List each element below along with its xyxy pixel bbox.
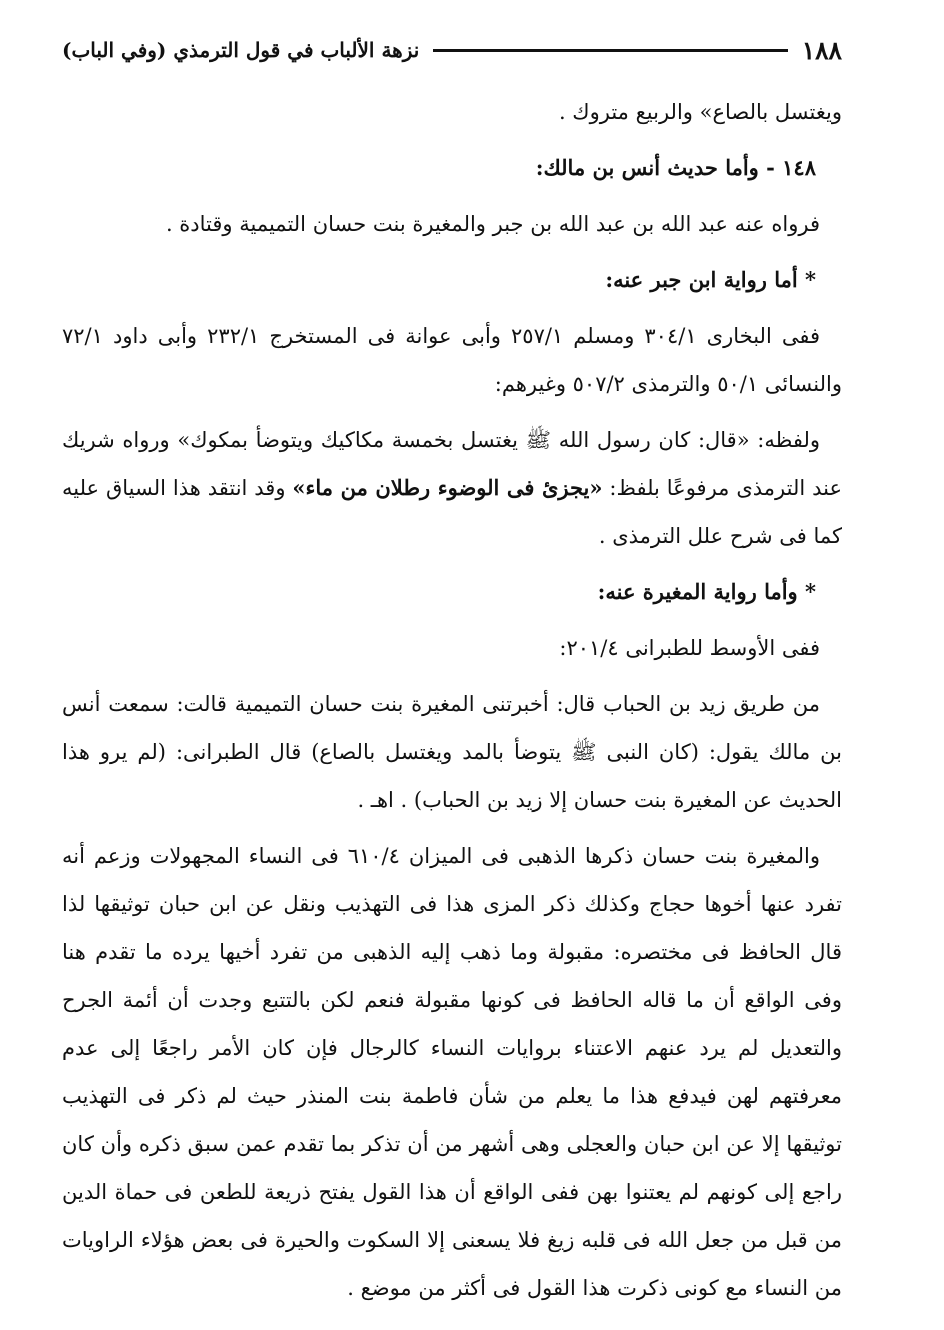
paragraph-mughira-discussion: والمغيرة بنت حسان ذكرها الذهبى فى الميزان ٦١٠/٤ فى النساء المجهولات وزعم أنه تفرد عنها أخوها حجاج وكذلك ذكر المزى هذا فى التهذيب ونقل عن ابن حبان توثيقها لذا قال الحافظ فى مختصره: مقبولة وما ذهب إليه الذهبى من تفرد أخيها يرده ما تقدم هنا وفى الواقع أن ما قاله الحافظ فى كونها مقبولة فنعم لكن بالتتبع وجدت أن أئمة الجرح والتعديل لم يرد عنهم الاعتناء بروايات النساء كالرجال فإن كان الأمر راجعًا إلى عدم معرفتهم لهن فيدفع هذا ما يعلم من شأن فاطمة بنت المنذر حيث لم ذكر فى التهذيب توثيقها إلا عن ابن حبان والعجلى وهى أشهر من أن تذكر بما تقدم عمن سبق ذكره وأن كان راجع إلى كونهم لم يعتنوا بهن ففى الواقع أن هذا القول يفتح ذريعة للطعن فى حماة الدين من قبل من جعل الله فى قلبه زيغ فلا يسعنى إلا السكوت والحيرة فى بعض هؤلاء الراويات من النساء مع كونى ذكرت هذا القول فى أكثر من موضع .	[62, 844, 842, 1300]
header-rule	[433, 49, 787, 52]
paragraph-tabarani-chain: من طريق زيد بن الحباب قال: أخبرتنى المغيرة بنت حسان التميمية قالت: سمعت أنس بن مالك يقول: (كان النبى ﷺ يتوضأ بالمد ويغتسل بالصاع) قال الطبرانى: (لم يرو هذا الحديث عن المغيرة بنت حسان إلا زيد بن الحباب) . اهـ .	[62, 692, 842, 812]
paragraph-continuation: ويغتسل بالصاع» والربيع متروك .	[558, 100, 842, 124]
paragraph-tabarani-source: ففى الأوسط للطبرانى ٢٠١/٤:	[559, 636, 820, 660]
wording-text-end: وقد انتقد هذا السياق عليه كما فى شرح علل الترمذى .	[62, 476, 842, 548]
wording-text: ولفظه: «قال: كان رسول الله ﷺ يغتسل بخمسة مكاكيك ويتوضأ بمكوك» ورواه شريك عند الترمذى مرفوعًا بلفظ:	[62, 428, 842, 500]
section-heading-anas: ١٤٨ - وأما حديث أنس بن مالك:	[535, 155, 816, 180]
subheading-mughira: * وأما رواية المغيرة عنه:	[597, 579, 816, 604]
paragraph-wording	[62, 416, 842, 560]
page-number: ١٨٨	[801, 35, 842, 65]
wording-quote: «يجزئ فى الوضوء رطلان من ماء»	[292, 475, 603, 500]
page-body	[62, 88, 842, 1320]
paragraph-sources: ففى البخارى ٣٠٤/١ ومسلم ٢٥٧/١ وأبى عوانة فى المستخرج ٢٣٢/١ وأبى داود ٧٢/١ والنسائى ٥٠/١ والترمذى ٥٠٧/٢ وغيرهم:	[62, 324, 842, 396]
running-title: نزهة الألباب في قول الترمذي (وفي الباب)	[62, 38, 420, 62]
running-header	[62, 30, 842, 70]
book-page	[62, 30, 842, 1300]
paragraph-narrators: فرواه عنه عبد الله بن عبد الله بن جبر والمغيرة بنت حسان التميمية وقتادة .	[165, 212, 820, 236]
subheading-ibn-jabr: * أما رواية ابن جبر عنه:	[605, 267, 816, 292]
